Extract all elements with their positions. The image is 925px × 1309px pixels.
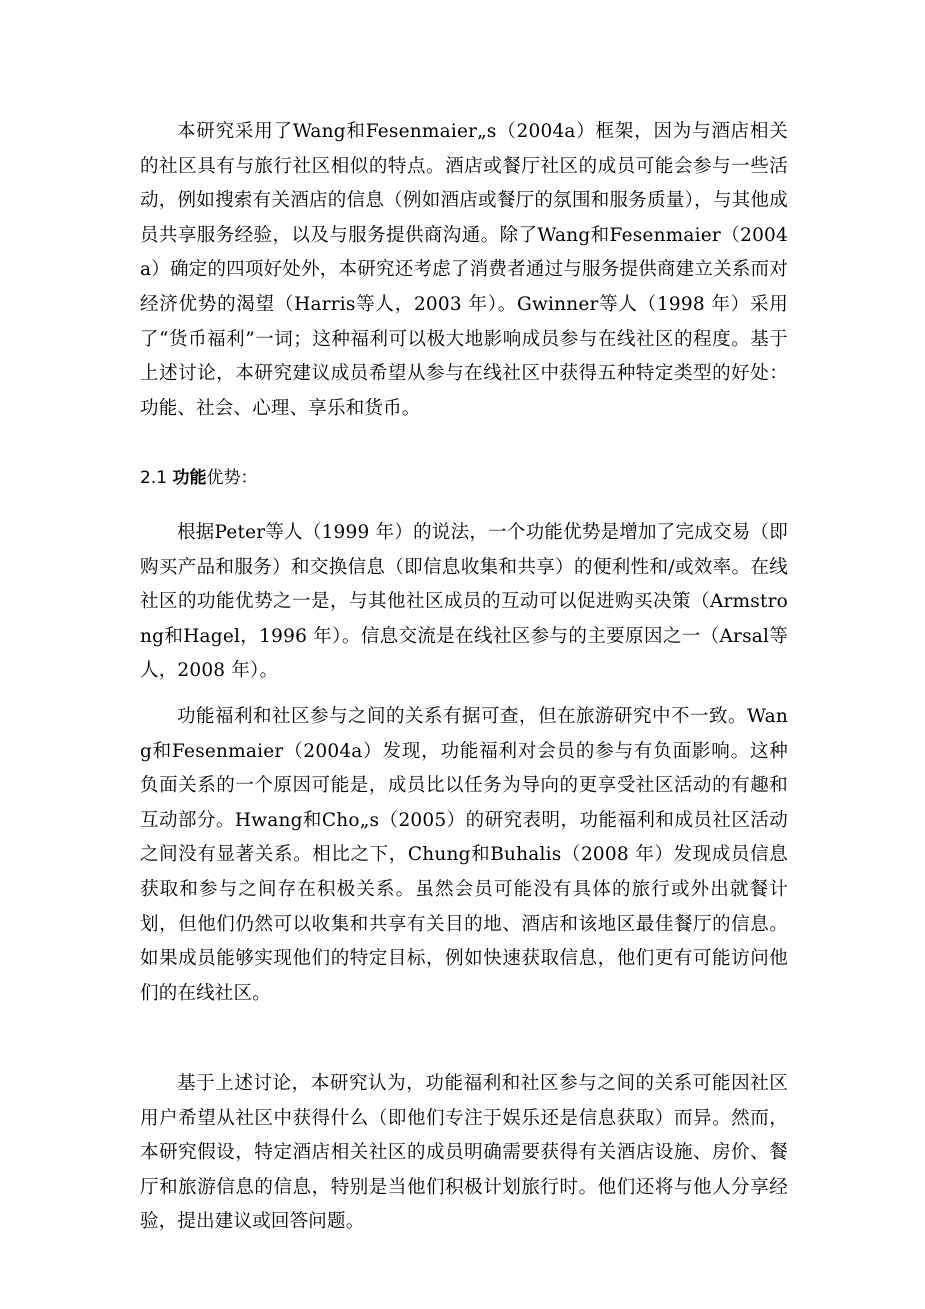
section-title-bold: 功能: [172, 468, 207, 488]
paragraph-functional-hypothesis: 基于上述讨论，本研究认为，功能福利和社区参与之间的关系可能因社区用户希望从社区中获得什么（即他们专注于娱乐还是信息获取）而异。然而，本研究假设，特定酒店相关社区的成员明确需要获得有关酒店设施、房价、餐厅和旅游信息的信息，特别是当他们积极计划旅行时。他们还将与他人分享经验，提出建议或回答问题。: [140, 1073, 788, 1233]
paragraph-functional-definition: 根据Peter等人（1999 年）的说法，一个功能优势是增加了完成交易（即购买产品和服务）和交换信息（即信息收集和共享）的便利性和/或效率。在线社区的功能优势之一是，与其他社区成员的互动可以促进购买决策（Armstrong和Hagel，1996 年）。信息交流是在线社区参与的主要原因之一（Arsal等人，2008 年）。: [140, 522, 788, 682]
section-number: 2.1: [140, 468, 173, 488]
paragraph-functional-evidence: 功能福利和社区参与之间的关系有据可查，但在旅游研究中不一致。Wang和Fesenmaier（2004a）发现，功能福利对会员的参与有负面影响。这种负面关系的一个原因可能是，成员比以任务为导向的更享受社区活动的有趣和互动部分。Hwang和Cho„s（2005）的研究表明，功能福利和成员社区活动之间没有显著关系。相比之下，Chung和Buhalis（2008 年）发现成员信息获取和参与之间存在积极关系。虽然会员可能没有具体的旅行或外出就餐计划，但他们仍然可以收集和共享有关目的地、酒店和该地区最佳餐厅的信息。如果成员能够实现他们的特定目标，例如快速获取信息，他们更有可能访问他们的在线社区。: [140, 706, 788, 1004]
section-heading: [140, 463, 257, 493]
paragraph-intro: 本研究采用了Wang和Fesenmaier„s（2004a）框架，因为与酒店相关的社区具有与旅行社区相似的特点。酒店或餐厅社区的成员可能会参与一些活动，例如搜索有关酒店的信息（例如酒店或餐厅的氛围和服务质量），与其他成员共享服务经验，以及与服务提供商沟通。除了Wang和Fesenmaier（2004a）确定的四项好处外，本研究还考虑了消费者通过与服务提供商建立关系而对经济优势的渴望（Harris等人，2003 年）。Gwinner等人（1998 年）采用了“货币福利”一词；这种福利可以极大地影响成员参与在线社区的程度。基于上述讨论，本研究建议成员希望从参与在线社区中获得五种特定类型的好处：功能、社会、心理、享乐和货币。: [140, 121, 788, 419]
section-title-rest: 优势：: [206, 468, 258, 488]
